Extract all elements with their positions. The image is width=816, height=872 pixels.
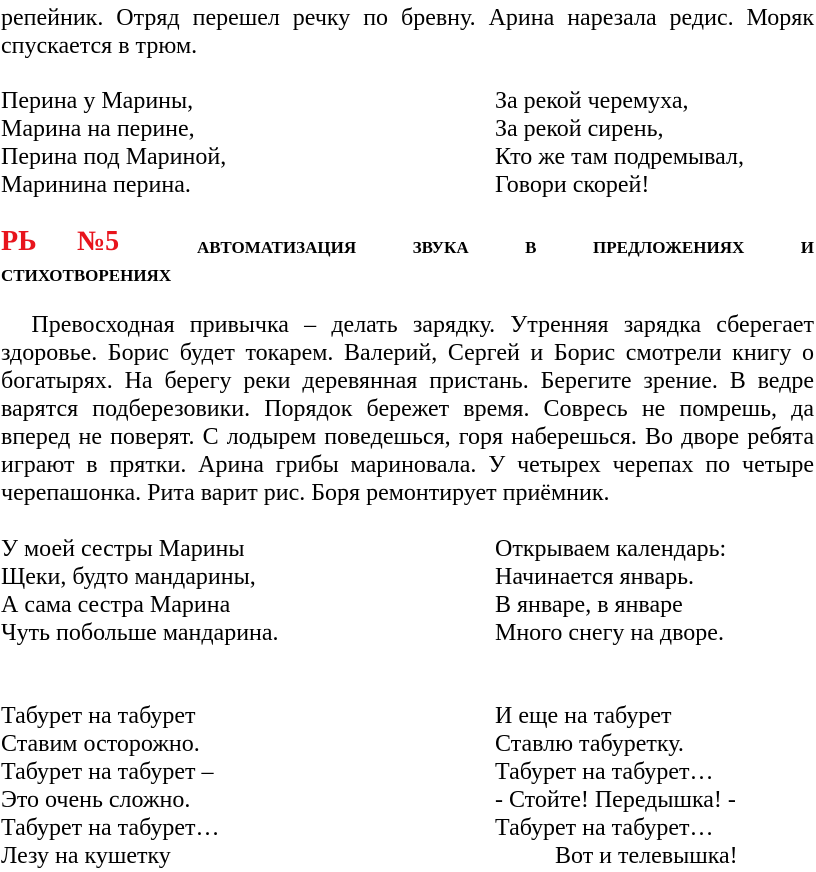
poem-1-left-line: Маринина перина. [1,172,191,198]
section-number: №5 [77,226,120,257]
poem-3-right-line: Ставлю табуретку. [495,731,684,757]
poem-1-left-line: Марина на перине, [1,116,195,142]
section-title-line-2: СТИХОТВОРЕНИЯХ [1,266,172,285]
poem-3-left-line: Табурет на табурет [1,703,196,729]
paragraph-line: играют в прятки. Арина грибы мариновала. У четырех черепах по четыре [1,452,814,478]
poem-3-right-line: Табурет на табурет… [495,759,714,785]
poem-1-right-line: Говори скорей! [495,172,650,198]
poem-3-left-line: Табурет на табурет – [1,759,214,785]
poem-3-left-line: Лезу на кушетку [1,843,171,869]
poem-1-left-line: Перина под Мариной, [1,144,227,170]
poem-3-right-line: И еще на табурет [495,703,672,729]
poem-3-right-line: Вот и телевышка! [555,843,738,869]
poem-1-right-line: За рекой черемуха, [495,88,689,114]
poem-2-right-line: Много снегу на дворе. [495,620,724,646]
poem-2-right-line: В январе, в январе [495,592,683,618]
paragraph-line: черепашонка. Рита варит рис. Боря ремонтирует приёмник. [1,480,610,506]
poem-1-right-line: За рекой сирень, [495,116,664,142]
intro-line-2: спускается в трюм. [1,33,198,59]
poem-2-left-line: Чуть побольше мандарина. [1,620,279,646]
poem-3-left-line: Табурет на табурет… [1,815,220,841]
poem-2-left-line: Щеки, будто мандарины, [1,564,256,590]
poem-2-left-line: А сама сестра Марина [1,592,231,618]
poem-2-left-line: У моей сестры Марины [1,536,245,562]
intro-line-1: репейник. Отряд перешел речку по бревну. Арина нарезала редис. Моряк [1,5,814,31]
poem-2-right-line: Открываем календарь: [495,536,727,562]
paragraph-line: Превосходная привычка – делать зарядку. Утренняя зарядка сберегает [1,312,814,338]
poem-3-left-line: Это очень сложно. [1,787,191,813]
paragraph-line: богатырях. На берегу реки деревянная пристань. Берегите зрение. В ведре [1,368,814,394]
poem-3-right-line: - Стойте! Передышка! - [495,787,736,813]
section-title-line-1: АВТОМАТИЗАЦИЯ ЗВУКА В ПРЕДЛОЖЕНИЯХ И [197,238,814,257]
paragraph-line: вперед не поверят. С лодырем поведешься, горя наберешься. Во дворе ребята [1,424,814,450]
poem-1-right-line: Кто же там подремывал, [495,144,744,170]
poem-1-left-line: Перина у Марины, [1,88,194,114]
poem-3-right-line: Табурет на табурет… [495,815,714,841]
poem-2-right-line: Начинается январь. [495,564,695,590]
paragraph-line: здоровье. Борис будет токарем. Валерий, Сергей и Борис смотрели книгу о [1,340,814,366]
section-code: РЬ [1,226,37,257]
poem-3-left-line: Ставим осторожно. [1,731,200,757]
paragraph-line: варятся подберезовики. Порядок бережет время. Совресь не помрешь, да [1,396,814,422]
